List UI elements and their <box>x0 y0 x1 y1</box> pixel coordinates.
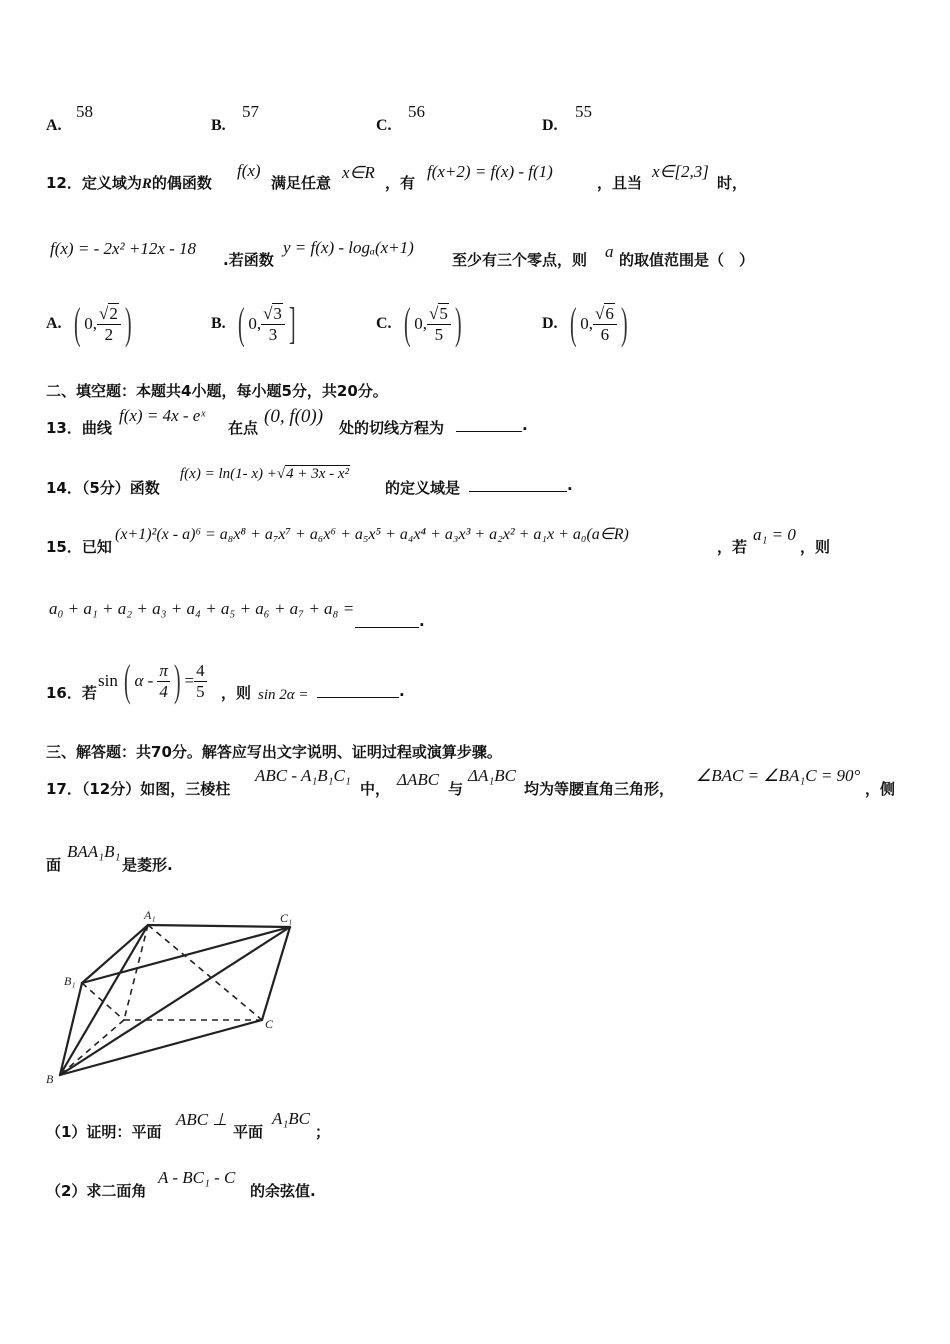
q11-option-a-value: 58 <box>76 102 93 121</box>
q12-option-b-den: 3 <box>268 324 278 344</box>
q16-four: 4 <box>159 681 168 701</box>
q12-option-d: D. ( 0, $\frac{√6}{6}$ ) <box>542 299 628 348</box>
q15-condition: a₁ = 0 <box>753 525 796 544</box>
q12-functional-eq: f(x+2) = f(x) - f(1) <box>427 162 553 181</box>
q17-triangle-1: ΔABC <box>397 770 440 789</box>
q16-pi: π <box>159 660 168 680</box>
q17-part1-plane-word: 平面 <box>233 1123 264 1141</box>
q11-option-b-value: 57 <box>242 102 259 121</box>
q12-option-d-label: D. <box>542 315 558 332</box>
q17-text-2: 与 <box>448 780 464 798</box>
q17-text-6: 是菱形. <box>122 856 173 874</box>
q17-part2-text: （2）求二面角 <box>46 1182 147 1200</box>
label-B1: B₁ <box>64 974 76 988</box>
q12-interval: x∈[2,3] <box>652 162 709 181</box>
q11-option-d-value: 55 <box>575 102 592 121</box>
q15-text-1: ，若 <box>717 538 748 556</box>
q11-option-c-value: 56 <box>408 102 425 121</box>
q12-text-5: ，且当 <box>597 174 643 192</box>
q12-x-in-R: x∈R <box>342 163 375 182</box>
q16-alpha: α - <box>134 671 154 690</box>
q14-function: f(x) = ln(1- x) +√4 + 3x - x² <box>180 466 350 482</box>
q17-text-4: ，侧 <box>865 780 896 798</box>
q12-text-2: 的偶函数 <box>151 174 212 192</box>
q12-option-a-den: 2 <box>104 324 114 344</box>
label-B: B <box>46 1072 54 1086</box>
q15-end: . <box>419 612 425 630</box>
q14-answer-blank[interactable] <box>469 477 567 492</box>
q17-part2-end: 的余弦值. <box>250 1182 316 1200</box>
q14-function-lhs: f(x) = ln(1- x) + <box>180 466 277 482</box>
q13-end: . <box>522 416 528 434</box>
q15-text-2: ，则 <box>800 538 831 556</box>
q14-text-1: 的定义域是 <box>385 479 461 497</box>
q12-text-9: 的取值范围是（ ） <box>619 251 755 269</box>
q12-option-b: B. ( 0, $\frac{√3}{3}$ ] <box>211 299 296 348</box>
label-C: C <box>265 1017 274 1031</box>
q12-text-8: 至少有三个零点，则 <box>452 251 588 269</box>
q17-part1-plane-a1bc: A₁BC <box>272 1109 311 1128</box>
edge-B1A-hidden <box>82 983 124 1020</box>
q17-part1-end: ； <box>315 1123 331 1141</box>
q13-number: 13．曲线 <box>46 419 112 437</box>
q14-end: . <box>567 476 573 494</box>
q12-option-c-rad: 5 <box>439 303 448 323</box>
q11-option-a-label: A. <box>46 117 62 134</box>
section-3-heading: 三、解答题：共70分。解答应写出文字说明、证明过程或演算步骤。 <box>46 743 502 761</box>
edge-BC1 <box>60 927 290 1075</box>
q14-number: 14．（5分）函数 <box>46 479 160 497</box>
q12-option-b-rad: 3 <box>273 303 282 323</box>
q15-expansion: (x+1)²(x - a)⁶ = a₈x⁸ + a₇x⁷ + a₆x⁶ + a₅x⁵ + a₄x⁴ + a₃x³ + a₂x² + a₁x + a₀(a∈R) <box>115 526 629 543</box>
q16-number: 16．若 <box>46 684 97 702</box>
edge-A1C1 <box>148 925 290 927</box>
q17-prism: ABC - A₁B₁C₁ <box>255 766 351 785</box>
q14-radicand: 4 + 3x - x² <box>286 466 350 482</box>
prism-figure <box>40 905 310 1090</box>
q12-option-d-den: 6 <box>600 324 610 344</box>
q12-R: R <box>141 176 152 192</box>
q12-option-b-label: B. <box>211 315 226 332</box>
q12-text-4: ，有 <box>385 174 416 192</box>
edge-BA1 <box>60 925 148 1075</box>
q17-angle: ∠BAC = ∠BA₁C = 90° <box>696 766 861 785</box>
q15-number: 15．已知 <box>46 538 112 556</box>
q17-text-1: 中， <box>360 780 391 798</box>
q13-answer-blank[interactable] <box>456 417 522 432</box>
q15-answer-blank[interactable] <box>355 613 419 628</box>
q13-text-1: 在点 <box>228 419 259 437</box>
q17-part1-plane-abc: ABC ⊥ <box>176 1110 228 1129</box>
q12-option-d-zero: 0, <box>580 314 593 333</box>
label-C1: C₁ <box>280 911 293 925</box>
q12-option-a-rad: 2 <box>109 303 118 323</box>
q16-equals: = <box>184 671 195 690</box>
q12-number: 12． <box>46 174 82 192</box>
q12-a: a <box>605 242 614 261</box>
q16-end: . <box>399 682 405 700</box>
q12-text-3: 满足任意 <box>271 174 332 192</box>
q15-sum: a₀ + a₁ + a₂ + a₃ + a₄ + a₅ + a₆ + a₇ + a₈ = <box>49 599 355 618</box>
q12-option-d-rad: 6 <box>605 303 614 323</box>
q17-part2-dihedral: A - BC₁ - C <box>158 1168 236 1187</box>
q12-f-definition: f(x) = - 2x² +12x - 18 <box>50 239 197 258</box>
q12-option-c-zero: 0, <box>414 314 427 333</box>
edge-A1A-hidden <box>124 925 148 1020</box>
q11-option-d-label: D. <box>542 117 558 134</box>
q12-option-b-zero: 0, <box>248 314 262 333</box>
edge-B1B <box>60 983 82 1075</box>
q12-text-6: 时， <box>717 174 748 192</box>
q12-y-function: y = f(x) - logₐ(x+1) <box>283 238 414 257</box>
q12-option-c: C. ( 0, $\frac{√5}{5}$ ) <box>376 299 462 348</box>
q13-function: f(x) = 4x - eˣ <box>119 406 206 425</box>
q16-text-1: ，则 <box>221 684 252 702</box>
q12-text-7: .若函数 <box>223 251 274 269</box>
q12-option-c-label: C. <box>376 315 392 332</box>
q17-part1-text: （1）证明：平面 <box>46 1123 162 1141</box>
label-A1: A₁ <box>144 908 156 922</box>
q12-option-a: A. ( 0, $\frac{√2}{2}$ ) <box>46 299 132 348</box>
q16-answer-blank[interactable] <box>317 683 399 698</box>
q12-option-a-zero: 0, <box>84 314 97 333</box>
q16-denominator: 5 <box>196 681 205 701</box>
q12-text-1: 定义域为 <box>81 174 142 192</box>
q16-sin: sin <box>98 671 118 690</box>
q17-triangle-2: ΔA₁BC <box>468 766 516 785</box>
edge-BC <box>60 1020 262 1075</box>
q16-condition: sin ( α - $\frac{\pi}{4}$ ) = $\frac{4}{5}$ <box>98 656 205 705</box>
q17-text-5: 面 <box>46 856 62 874</box>
q11-option-c-label: C. <box>376 117 392 134</box>
q16-sin2a: sin 2α = <box>258 687 309 703</box>
q17-face: BAA₁B₁ <box>67 842 121 861</box>
q13-point: (0, f(0)) <box>264 406 324 427</box>
q13-text-2: 处的切线方程为 <box>339 419 445 437</box>
edge-C1C <box>262 927 290 1020</box>
q12-option-a-label: A. <box>46 315 62 332</box>
q11-option-b-label: B. <box>211 117 226 134</box>
q12-fx: f(x) <box>237 161 261 180</box>
q12-option-c-den: 5 <box>434 324 444 344</box>
section-2-heading: 二、填空题：本题共4小题，每小题5分，共20分。 <box>46 382 388 400</box>
q16-numerator: 4 <box>196 660 205 680</box>
q17-text-3: 均为等腰直角三角形， <box>524 780 675 798</box>
q17-number: 17．（12分）如图，三棱柱 <box>46 780 231 798</box>
